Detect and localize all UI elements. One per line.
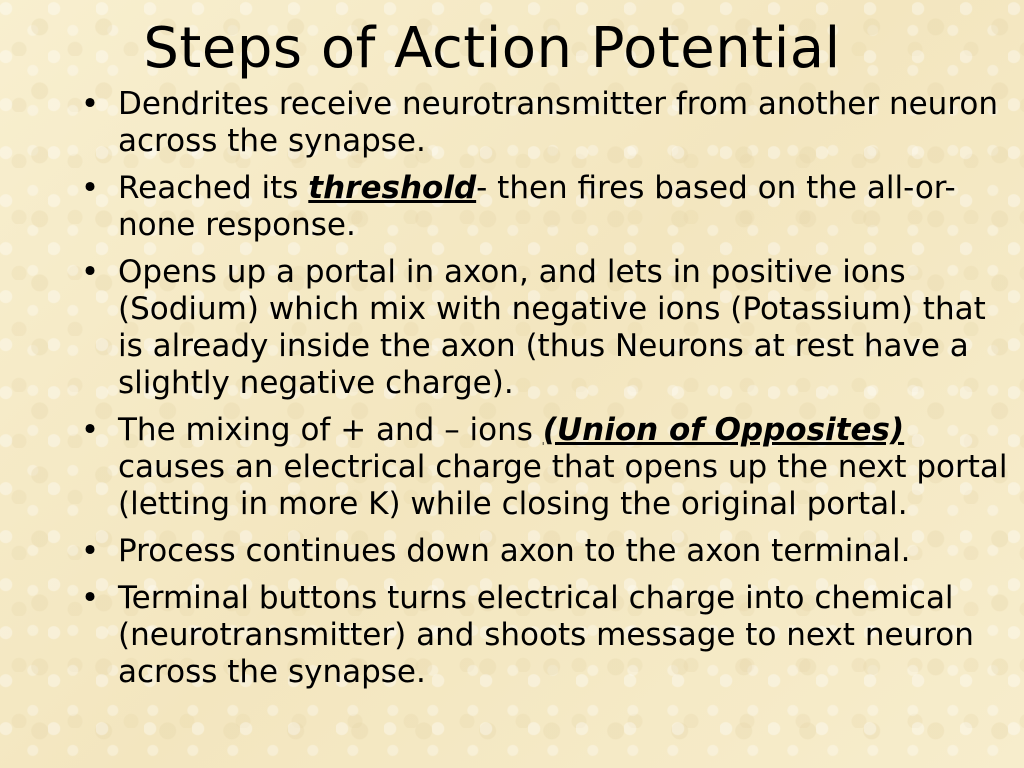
- bullet-text: Opens up a portal in axon, and lets in positive ions (Sodium) which mix with negative ions (Potassium) that is already inside the axon (thus Neurons at rest have a slightly negative charge).: [118, 254, 986, 401]
- bullet-text: causes an electrical charge that opens up the next portal (letting in more K) while closing the original portal.: [118, 449, 1008, 522]
- bullet-text: Dendrites receive neurotransmitter from another neuron across the synapse.: [118, 86, 999, 159]
- bullet-item: [0, 254, 1024, 402]
- bullet-text: The mixing of + and – ions: [118, 412, 543, 448]
- bullet-item: [0, 412, 1024, 523]
- bullet-item: [0, 580, 1024, 691]
- bullet-dot-icon: •: [80, 86, 100, 122]
- bullet-dot-icon: •: [80, 254, 100, 290]
- bullet-list: [0, 86, 1024, 701]
- bullet-dot-icon: •: [80, 533, 100, 569]
- bullet-dot-icon: •: [80, 170, 100, 206]
- bullet-dot-icon: •: [80, 580, 100, 616]
- emphasized-term: threshold: [308, 170, 477, 206]
- bullet-item: [0, 533, 1024, 570]
- bullet-text: - then fires based on the all-or-none response.: [118, 170, 956, 243]
- bullet-item: [0, 170, 1024, 244]
- bullet-item: [0, 86, 1024, 160]
- bullet-text: Terminal buttons turns electrical charge into chemical (neurotransmitter) and shoots message to next neuron across the synapse.: [118, 580, 974, 690]
- bullet-dot-icon: •: [80, 412, 100, 448]
- emphasized-term: (Union of Opposites): [542, 412, 905, 448]
- bullet-text: Process continues down axon to the axon terminal.: [118, 533, 911, 569]
- slide-title: Steps of Action Potential: [143, 16, 841, 81]
- bullet-text: Reached its: [118, 170, 309, 206]
